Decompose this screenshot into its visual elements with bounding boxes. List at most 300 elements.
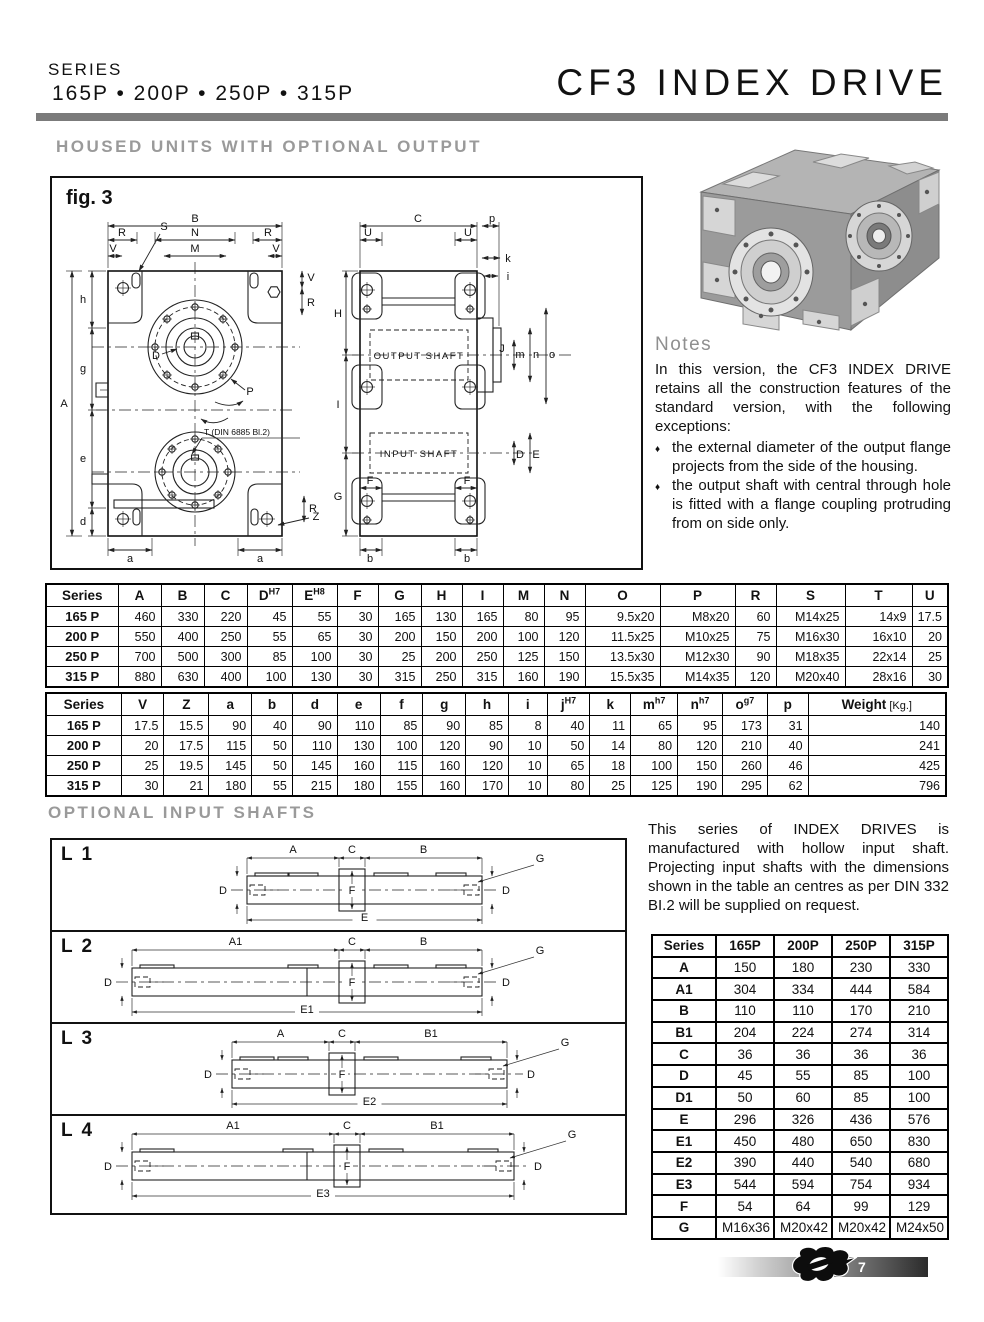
svg-text:C: C [338, 1028, 346, 1040]
table3-cell: 110 [774, 1000, 832, 1022]
table1-header: P [660, 584, 735, 607]
table1-cell: 30 [337, 607, 378, 627]
svg-text:a: a [256, 553, 264, 565]
table3-cell: 129 [890, 1195, 948, 1217]
table2-cell: 100 [631, 756, 678, 776]
table3-cell: 36 [774, 1043, 832, 1065]
svg-text:S: S [160, 221, 168, 233]
table1-cell: 630 [161, 667, 204, 688]
table2-cell: 10 [508, 736, 547, 756]
table1-cell: 75 [735, 627, 776, 647]
svg-text:B1: B1 [430, 1120, 444, 1132]
output-shaft-label: OUTPUT SHAFT [373, 351, 465, 362]
table2-header: $o^{g7}$ [722, 693, 767, 716]
table1-header: R [735, 584, 776, 607]
table2-cell: 120 [423, 736, 466, 756]
svg-text:a: a [126, 553, 134, 565]
table2-cell: 21 [164, 776, 209, 797]
table3-cell: 934 [890, 1174, 948, 1196]
table2-cell: 190 [678, 776, 723, 797]
table3-cell: 55 [774, 1065, 832, 1087]
table1-cell: 25 [912, 647, 948, 667]
series-values: 165P • 200P • 250P • 315P [52, 82, 355, 105]
table2-cell: 295 [722, 776, 767, 797]
table2-header: b [252, 693, 293, 716]
table2-header: e [337, 693, 380, 716]
svg-text:R: R [307, 297, 315, 309]
table1-cell: 15.5x35 [585, 667, 660, 688]
section-heading-housed-units: HOUSED UNITS WITH OPTIONAL OUTPUT [56, 137, 482, 156]
table1-cell: M12x30 [660, 647, 735, 667]
table1-row-label: 315 P [46, 667, 118, 688]
table3-row [652, 1217, 948, 1239]
table1-cell: 880 [118, 667, 161, 688]
table1-cell: 30 [912, 667, 948, 688]
table1-row [46, 667, 948, 688]
table2-cell: 55 [252, 776, 293, 797]
table1-cell: M8x20 [660, 607, 735, 627]
table1-cell: 16x10 [845, 627, 912, 647]
svg-text:R: R [118, 227, 126, 239]
table2-cell: 15.5 [164, 716, 209, 736]
notes-heading: Notes [655, 334, 713, 355]
table3-row-label: C [652, 1043, 716, 1065]
svg-text:D: D [502, 885, 510, 897]
table1-row [46, 647, 948, 667]
table3-cell: 54 [716, 1195, 774, 1217]
table3-cell: 224 [774, 1022, 832, 1044]
table1-header: A [118, 584, 161, 607]
svg-text:C: C [414, 213, 422, 225]
shaft-drawing [52, 1116, 625, 1206]
brand-logo-icon [786, 1244, 858, 1286]
table2-cell: 11 [590, 716, 631, 736]
table3-cell: M20x42 [832, 1217, 890, 1239]
table2-row [46, 716, 946, 736]
table2-cell: 62 [767, 776, 808, 797]
table1-cell: 13.5x30 [585, 647, 660, 667]
table2-cell: 18 [590, 756, 631, 776]
side-view [352, 271, 572, 536]
table3-cell: 330 [890, 957, 948, 979]
table3-cell: 85 [832, 1087, 890, 1109]
table3-cell: 230 [832, 957, 890, 979]
svg-text:G: G [567, 1129, 577, 1141]
table3-row [652, 1174, 948, 1196]
header-rule [36, 113, 948, 121]
svg-text:g: g [79, 363, 87, 375]
table2-cell: 160 [423, 776, 466, 797]
svg-text:D: D [219, 885, 227, 897]
table1-cell: M16x30 [776, 627, 845, 647]
svg-text:e: e [79, 453, 87, 465]
table1-cell: 165 [462, 607, 503, 627]
table2-cell: 796 [808, 776, 946, 797]
table2-cell: 120 [466, 756, 509, 776]
table1-cell: 100 [292, 647, 337, 667]
table1-header: $E^{H8}$ [292, 584, 337, 607]
svg-text:J: J [499, 343, 505, 355]
table1-header: G [378, 584, 421, 607]
table3-cell: 45 [716, 1065, 774, 1087]
table2-cell: 40 [252, 716, 293, 736]
table1-cell: 100 [247, 667, 292, 688]
table3-cell: 584 [890, 978, 948, 1000]
svg-text:F: F [343, 1161, 351, 1173]
svg-text:D: D [104, 977, 112, 989]
table1-header: N [544, 584, 585, 607]
table1-cell: 120 [544, 627, 585, 647]
table2-cell: 260 [722, 756, 767, 776]
svg-text:F: F [463, 475, 471, 487]
table1-cell: 95 [544, 607, 585, 627]
table2-header: $j^{H7}$ [547, 693, 590, 716]
table3-row [652, 957, 948, 979]
table2-cell: 90 [292, 716, 337, 736]
table1-cell: 315 [462, 667, 503, 688]
table3-cell: 60 [774, 1087, 832, 1109]
svg-text:F: F [348, 977, 356, 989]
table3-cell: 830 [890, 1130, 948, 1152]
svg-text:b: b [463, 553, 471, 565]
table3-cell: 450 [716, 1130, 774, 1152]
table1-cell: 30 [337, 667, 378, 688]
svg-text:Z: Z [312, 511, 320, 523]
table1-cell: 250 [204, 627, 247, 647]
notes-intro: In this version, the CF3 INDEX DRIVE retains all the construction features of the standard version, with the following exceptions: [655, 361, 951, 435]
table2-cell: 115 [209, 736, 252, 756]
table3-cell: 540 [832, 1152, 890, 1174]
table1-row [46, 607, 948, 627]
table2-row [46, 776, 946, 797]
table1-header: T [845, 584, 912, 607]
table1-header: $D^{H7}$ [247, 584, 292, 607]
table2-cell: 125 [631, 776, 678, 797]
svg-text:D: D [534, 1161, 542, 1173]
page-number: 7 [858, 1259, 866, 1275]
shaft-drawing [52, 840, 625, 930]
table1-header: C [204, 584, 247, 607]
dimension-table-2 [45, 692, 947, 797]
svg-text:E2: E2 [362, 1096, 377, 1108]
table3-row-label: G [652, 1217, 716, 1239]
table2-cell: 50 [252, 756, 293, 776]
table3-cell: 180 [774, 957, 832, 979]
table1-cell: 30 [337, 627, 378, 647]
svg-text:C: C [348, 844, 356, 856]
table2-cell: 110 [292, 736, 337, 756]
panel-l2-label: L 2 [61, 936, 95, 957]
svg-text:G: G [560, 1037, 570, 1049]
table1-header: I [462, 584, 503, 607]
table1-header: O [585, 584, 660, 607]
bullet-diamond-icon: ♦ [655, 482, 661, 493]
svg-text:H: H [334, 308, 342, 320]
figure-label: fig. 3 [66, 187, 113, 209]
svg-text:o: o [548, 349, 556, 361]
table2-row-label: 165 P [46, 716, 121, 736]
table3-cell: 36 [716, 1043, 774, 1065]
table2-header: a [209, 693, 252, 716]
table1-cell: 55 [247, 627, 292, 647]
svg-text:G: G [535, 945, 545, 957]
table3-cell: 99 [832, 1195, 890, 1217]
svg-text:F: F [366, 475, 374, 487]
table3-cell: 204 [716, 1022, 774, 1044]
table2-header: g [423, 693, 466, 716]
table3-cell: 170 [832, 1000, 890, 1022]
table1-cell: 120 [735, 667, 776, 688]
series-label: SERIES [48, 60, 123, 79]
table3-cell: 440 [774, 1152, 832, 1174]
panel-l3-label: L 3 [61, 1028, 95, 1049]
table1-cell: 190 [544, 667, 585, 688]
table3-cell: 594 [774, 1174, 832, 1196]
table2-cell: 100 [380, 736, 423, 756]
table3-cell: 100 [890, 1087, 948, 1109]
table2-cell: 30 [121, 776, 164, 797]
table2-header: i [508, 693, 547, 716]
svg-text:A1: A1 [226, 1120, 240, 1132]
front-view [92, 262, 300, 546]
table3-row-label: E3 [652, 1174, 716, 1196]
svg-text:N: N [191, 227, 199, 239]
table2-cell: 130 [337, 736, 380, 756]
input-shaft-table-table [651, 934, 949, 1240]
table1-cell: 85 [247, 647, 292, 667]
svg-text:m: m [515, 349, 525, 361]
table2-cell: 110 [337, 716, 380, 736]
notes-block [655, 334, 951, 533]
table2-cell: 65 [547, 756, 590, 776]
shaft-drawing [52, 932, 625, 1022]
table2-cell: 14 [590, 736, 631, 756]
table2-header: $m^{h7}$ [631, 693, 678, 716]
notes-bullet-item: ♦ the output shaft with central through hole is fitted with a flange coupling protruding from on side only. [655, 477, 951, 532]
table3-cell: M16x36 [716, 1217, 774, 1239]
table1-cell: 315 [378, 667, 421, 688]
table2-row-label: 250 P [46, 756, 121, 776]
table1-cell: 22x14 [845, 647, 912, 667]
panel-l1-label: L 1 [61, 844, 95, 865]
dimension-table-1 [45, 583, 949, 688]
svg-text:A: A [60, 398, 68, 410]
table3-row-label: D1 [652, 1087, 716, 1109]
table2-cell: 40 [767, 736, 808, 756]
table1-row-label: 200 P [46, 627, 118, 647]
table3-row [652, 1065, 948, 1087]
table2-cell: 31 [767, 716, 808, 736]
table3-cell: 110 [716, 1000, 774, 1022]
svg-text:D: D [527, 1069, 535, 1081]
svg-text:D: D [104, 1161, 112, 1173]
table2-cell: 85 [380, 716, 423, 736]
table3-row [652, 1087, 948, 1109]
table1-cell: 20 [912, 627, 948, 647]
svg-text:A: A [276, 1028, 285, 1040]
table2-header: Weight [Kg.] [808, 693, 946, 716]
table1-cell: 17.5 [912, 607, 948, 627]
table1-cell: 30 [337, 647, 378, 667]
table2-cell: 25 [121, 756, 164, 776]
table3-cell: 36 [832, 1043, 890, 1065]
table1-cell: 130 [292, 667, 337, 688]
table3-row [652, 1152, 948, 1174]
table2-cell: 20 [121, 736, 164, 756]
table2-cell: 17.5 [164, 736, 209, 756]
svg-text:F: F [338, 1069, 346, 1081]
table3-cell: 754 [832, 1174, 890, 1196]
table3-cell: 334 [774, 978, 832, 1000]
table3-row [652, 978, 948, 1000]
table1-header: Series [46, 584, 118, 607]
table2-header: k [590, 693, 631, 716]
table2-cell: 8 [508, 716, 547, 736]
svg-text:B: B [419, 936, 428, 948]
table1-header: B [161, 584, 204, 607]
table1-cell: 28x16 [845, 667, 912, 688]
table3-row-label: B1 [652, 1022, 716, 1044]
table1-cell: 150 [421, 627, 462, 647]
table2-cell: 140 [808, 716, 946, 736]
table2-cell: 65 [631, 716, 678, 736]
section-heading-optional-input-shafts: OPTIONAL INPUT SHAFTS [48, 803, 317, 822]
table3-cell: 150 [716, 957, 774, 979]
input-shaft-panels [50, 838, 627, 1215]
svg-text:I: I [336, 399, 340, 411]
svg-text:n: n [532, 349, 540, 361]
table2-cell: 25 [590, 776, 631, 797]
table2-cell: 180 [209, 776, 252, 797]
notes-bullet-list [655, 438, 951, 533]
table1-cell: 60 [735, 607, 776, 627]
input-shaft-label: INPUT SHAFT [379, 449, 459, 460]
bullet-diamond-icon: ♦ [655, 444, 661, 455]
table1-cell: 330 [161, 607, 204, 627]
table2-cell: 120 [678, 736, 723, 756]
table2-cell: 10 [508, 756, 547, 776]
svg-text:V: V [109, 243, 117, 255]
table3-cell: 576 [890, 1109, 948, 1131]
table2-cell: 19.5 [164, 756, 209, 776]
table3-row [652, 1000, 948, 1022]
table2-header: h [466, 693, 509, 716]
dimension-table-2-table [45, 692, 947, 797]
table3-cell: 436 [832, 1109, 890, 1131]
table2-cell: 10 [508, 776, 547, 797]
table1-cell: 80 [503, 607, 544, 627]
table2-cell: 50 [252, 736, 293, 756]
table1-cell: 500 [161, 647, 204, 667]
table3-cell: 274 [832, 1022, 890, 1044]
table3-cell: 50 [716, 1087, 774, 1109]
svg-text:R: R [309, 503, 317, 515]
table2-row [46, 756, 946, 776]
table3-header: 165P [716, 935, 774, 957]
svg-text:E: E [532, 449, 540, 461]
table1-cell: 130 [421, 607, 462, 627]
table1-cell: 400 [204, 667, 247, 688]
page-title: CF3 INDEX DRIVE [556, 62, 948, 103]
table3-cell: 650 [832, 1130, 890, 1152]
table1-cell: 200 [378, 627, 421, 647]
svg-text:V: V [272, 243, 280, 255]
table3-cell: 210 [890, 1000, 948, 1022]
table1-cell: 250 [421, 667, 462, 688]
product-photo [683, 140, 949, 336]
table1-header: U [912, 584, 948, 607]
table1-cell: 65 [292, 627, 337, 647]
table3-cell: 100 [890, 1065, 948, 1087]
table3-cell: 64 [774, 1195, 832, 1217]
table1-cell: 150 [544, 647, 585, 667]
table2-cell: 17.5 [121, 716, 164, 736]
table1-cell: 100 [503, 627, 544, 647]
table2-cell: 160 [337, 756, 380, 776]
table3-cell: 85 [832, 1065, 890, 1087]
table1-header: S [776, 584, 845, 607]
table2-row-label: 315 P [46, 776, 121, 797]
table1-cell: 460 [118, 607, 161, 627]
table3-row-label: E2 [652, 1152, 716, 1174]
svg-text:A1: A1 [228, 936, 243, 948]
svg-text:p: p [488, 213, 496, 225]
table2-cell: 50 [547, 736, 590, 756]
panel-l4 [52, 1116, 625, 1208]
table3-row-label: E1 [652, 1130, 716, 1152]
table1-cell: M20x40 [776, 667, 845, 688]
table2-cell: 155 [380, 776, 423, 797]
panel-l4-label: L 4 [61, 1120, 95, 1141]
table1-header: H [421, 584, 462, 607]
svg-text:M: M [190, 243, 200, 255]
table2-cell: 425 [808, 756, 946, 776]
table2-header: V [121, 693, 164, 716]
table3-row [652, 1195, 948, 1217]
table3-row [652, 1130, 948, 1152]
svg-text:U: U [464, 227, 472, 239]
table1-cell: 125 [503, 647, 544, 667]
table3-row-label: E [652, 1109, 716, 1131]
table1-cell: 250 [462, 647, 503, 667]
table2-cell: 80 [631, 736, 678, 756]
svg-text:B: B [419, 844, 428, 856]
table3-row [652, 1022, 948, 1044]
table2-cell: 173 [722, 716, 767, 736]
table2-header: f [380, 693, 423, 716]
table2-cell: 145 [292, 756, 337, 776]
table3-row-label: F [652, 1195, 716, 1217]
svg-text:E: E [360, 912, 369, 924]
table3-cell: 480 [774, 1130, 832, 1152]
svg-text:F: F [348, 885, 356, 897]
svg-text:E3: E3 [316, 1188, 330, 1200]
table2-cell: 85 [466, 716, 509, 736]
svg-text:G: G [535, 853, 545, 865]
table2-cell: 160 [423, 756, 466, 776]
table1-row-label: 165 P [46, 607, 118, 627]
table3-header: 200P [774, 935, 832, 957]
svg-text:U: U [364, 227, 372, 239]
table1-header: F [337, 584, 378, 607]
table3-header: 250P [832, 935, 890, 957]
table3-cell: 296 [716, 1109, 774, 1131]
table1-cell: 25 [378, 647, 421, 667]
table1-cell: 9.5x20 [585, 607, 660, 627]
table3-header: 315P [890, 935, 948, 957]
table2-cell: 180 [337, 776, 380, 797]
svg-text:A: A [289, 844, 297, 856]
